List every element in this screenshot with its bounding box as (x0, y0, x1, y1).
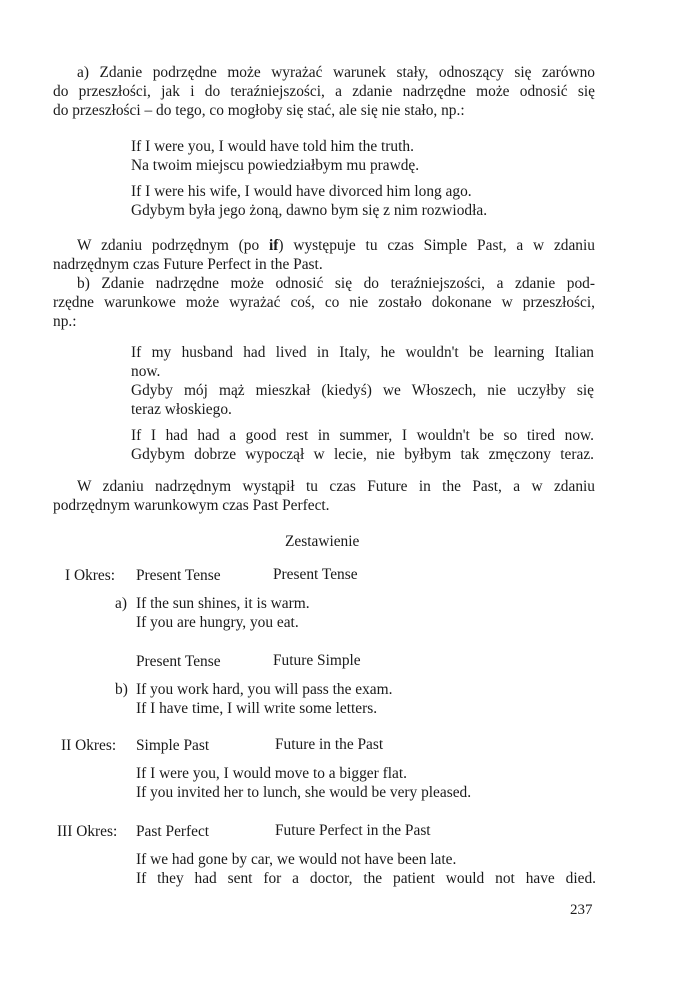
para-b-line-2: rzędne warunkowe może wyrażać coś, co nie zostało dokonane w przeszłości, (53, 294, 595, 311)
para-b-line-1: b) Zdanie nadrzędne może odnosić się do teraźniejszości, a zdanie pod- (77, 275, 595, 292)
example-sentence: If they had sent for a doctor, the patient would not have died. (136, 870, 596, 887)
okres-3-label: III Okres: (57, 823, 118, 840)
okres-3-col2: Future Perfect in the Past (275, 822, 431, 839)
example-sentence: now. (131, 363, 161, 380)
example-sentence: If I were his wife, I would have divorced him long ago. (131, 183, 472, 200)
para-a-line-2: do przeszłości, jak i do teraźniejszości, a zdanie nadrzędne może odnosić się (53, 83, 595, 100)
sub-a-label: a) (115, 595, 127, 612)
example-sentence: If I have time, I will write some letters. (136, 700, 378, 717)
para-b-line-3: np.: (53, 313, 77, 330)
example-translation: Gdyby mój mąż mieszkał (kiedyś) we Włoszech, nie uczyłby się (131, 382, 594, 399)
okres-1b-col2: Future Simple (273, 652, 361, 669)
example-sentence: If you invited her to lunch, she would be very pleased. (136, 784, 472, 801)
okres-2-col1: Simple Past (136, 737, 210, 754)
okres-2-col2: Future in the Past (275, 736, 384, 753)
example-sentence: If we had gone by car, we would not have been late. (136, 851, 457, 868)
keyword-if: if (268, 237, 279, 254)
example-translation: Gdybym dobrze wypoczął w lecie, nie byłbym tak zmęczony teraz. (131, 446, 594, 463)
para-w1-line-1 (53, 236, 595, 255)
text-segment: ) występuje tu czas Simple Past, a w zdaniu (278, 237, 595, 254)
para-w1-line-2: nadrzędnym czas Future Perfect in the Past. (53, 256, 323, 273)
example-sentence: If the sun shines, it is warm. (136, 595, 310, 612)
okres-2-label: II Okres: (61, 737, 117, 754)
okres-1-col1: Present Tense (136, 567, 221, 584)
page-number: 237 (570, 902, 593, 918)
example-sentence: If you work hard, you will pass the exam. (136, 681, 393, 698)
para-a-line-1: a) Zdanie podrzędne może wyrażać warunek stały, odnoszący się zarówno (77, 64, 595, 81)
sub-b-label: b) (115, 681, 128, 698)
okres-1-label: I Okres: (65, 567, 116, 584)
example-sentence: If you are hungry, you eat. (136, 614, 299, 631)
example-translation: teraz włoskiego. (131, 401, 232, 418)
example-sentence: If I were you, I would have told him the truth. (131, 138, 414, 155)
example-translation: Gdybym była jego żoną, dawno bym się z nim rozwiodła. (131, 202, 488, 219)
example-sentence: If I had had a good rest in summer, I wouldn't be so tired now. (131, 427, 594, 444)
okres-3-col1: Past Perfect (136, 823, 210, 840)
okres-1b-col1: Present Tense (136, 653, 221, 670)
para-a-line-3: do przeszłości – do tego, co mogłoby się stać, ale się nie stało, np.: (53, 102, 465, 119)
okres-1-col2: Present Tense (273, 566, 358, 583)
text-segment: W zdaniu podrzędnym (po (77, 237, 269, 254)
para-w2-line-1: W zdaniu nadrzędnym wystąpił tu czas Future in the Past, a w zdaniu (77, 478, 595, 495)
example-translation: Na twoim miejscu powiedziałbym mu prawdę. (131, 157, 420, 174)
example-sentence: If I were you, I would move to a bigger flat. (136, 765, 407, 782)
example-sentence: If my husband had lived in Italy, he wouldn't be learning Italian (131, 344, 594, 361)
para-w2-line-2: podrzędnym warunkowym czas Past Perfect. (53, 497, 330, 514)
summary-heading: Zestawienie (285, 533, 360, 550)
